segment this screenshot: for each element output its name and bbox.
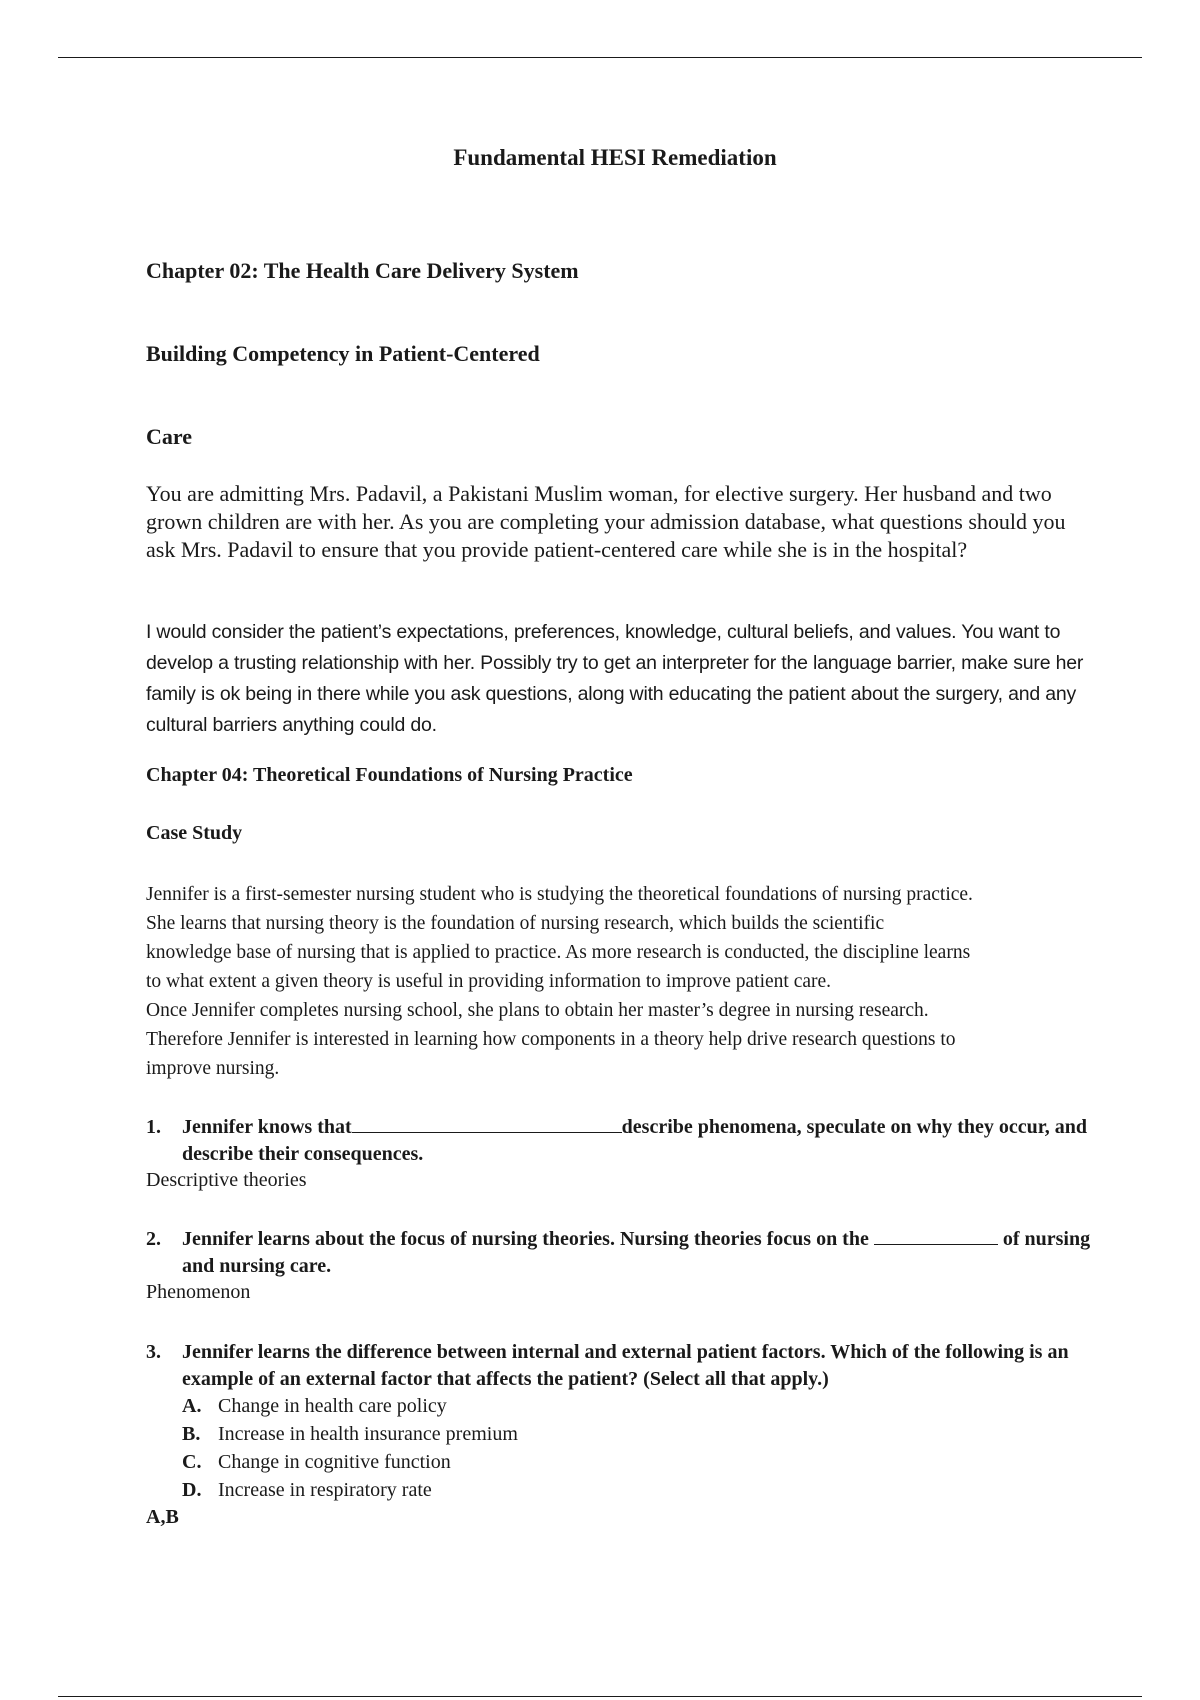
question-3 xyxy=(146,1339,1091,1530)
question-1 xyxy=(146,1114,1091,1193)
question-1-answer: Descriptive theories xyxy=(146,1169,307,1191)
option-letter: A. xyxy=(182,1395,202,1417)
question-2-text-before: Jennifer learns about the focus of nursing theories. Nursing theories focus on the xyxy=(182,1228,869,1250)
question-3-prompt: Jennifer learns the difference between internal and external patient factors. Which of the following is an example of an external factor that affects the patient? (Select all that apply.) xyxy=(182,1341,1069,1390)
question-1-text-before: Jennifer knows that xyxy=(182,1116,352,1138)
option-text: Increase in respiratory rate xyxy=(218,1479,432,1501)
answer-option xyxy=(182,1392,1091,1420)
question-1-text xyxy=(146,1114,1091,1167)
patient-scenario-prompt: You are admitting Mrs. Padavil, a Pakistani Muslim woman, for elective surgery. Her husband and two grown children are with her. As you are completing your admission database, what questions should you ask Mrs. Padavil to ensure that you provide patient-centered care while she is in the hospital? xyxy=(146,481,1066,562)
question-2-text xyxy=(146,1226,1091,1279)
case-study-text xyxy=(146,880,1091,1083)
option-text: Increase in health insurance premium xyxy=(218,1423,518,1445)
answer-option xyxy=(182,1448,1091,1476)
option-text: Change in health care policy xyxy=(218,1395,447,1417)
answer-options xyxy=(182,1392,1091,1504)
chapter-02-subheading-continued: Care xyxy=(146,424,193,449)
chapter-02-heading: Chapter 02: The Health Care Delivery System xyxy=(146,258,579,283)
option-letter: D. xyxy=(182,1479,202,1501)
chapter-02-subheading: Building Competency in Patient-Centered xyxy=(146,341,540,366)
fill-in-blank xyxy=(352,1114,622,1133)
chapter-04-heading: Chapter 04: Theoretical Foundations of Nursing Practice xyxy=(146,764,633,786)
footer-rule xyxy=(58,1696,1142,1697)
option-letter: C. xyxy=(182,1451,202,1473)
question-2-text-after: of nursing and nursing care. xyxy=(182,1228,1091,1277)
case-study-line: to what extent a given theory is useful in providing information to improve patient care. xyxy=(146,971,832,992)
question-3-answer: A,B xyxy=(146,1506,179,1528)
case-study-line: knowledge base of nursing that is applied to practice. As more research is conducted, the discipline learns xyxy=(146,942,971,963)
question-1-text-after: describe phenomena, speculate on why they occur, and describe their consequences. xyxy=(182,1116,1088,1165)
question-3-text xyxy=(146,1339,1091,1392)
case-study-line: Therefore Jennifer is interested in learning how components in a theory help drive research questions to xyxy=(146,1029,956,1050)
case-study-line: improve nursing. xyxy=(146,1058,280,1079)
question-2-answer: Phenomenon xyxy=(146,1281,251,1303)
case-study-line: Jennifer is a first-semester nursing student who is studying the theoretical foundations of nursing practice. xyxy=(146,884,973,905)
case-study-line: She learns that nursing theory is the foundation of nursing research, which builds the scientific xyxy=(146,913,885,934)
question-2 xyxy=(146,1226,1091,1305)
document-title: Fundamental HESI Remediation xyxy=(453,145,777,170)
question-number: 1. xyxy=(146,1116,161,1138)
fill-in-blank xyxy=(874,1226,998,1245)
option-letter: B. xyxy=(182,1423,201,1445)
case-study-line: Once Jennifer completes nursing school, she plans to obtain her master’s degree in nursing research. xyxy=(146,1000,929,1021)
question-number: 3. xyxy=(146,1341,161,1363)
answer-option xyxy=(182,1420,1091,1448)
student-response: I would consider the patient’s expectations, preferences, knowledge, cultural beliefs, and values. You want to develop a trusting relationship with her. Possibly try to get an interpreter for the language barrier, make sure her family is ok being in there while you ask questions, along with educating the patient about the surgery, and any cultural barriers anything could do. xyxy=(146,621,1084,736)
header-rule xyxy=(58,57,1142,58)
question-number: 2. xyxy=(146,1228,161,1250)
case-study-heading: Case Study xyxy=(146,822,243,844)
answer-option xyxy=(182,1476,1091,1504)
option-text: Change in cognitive function xyxy=(218,1451,451,1473)
